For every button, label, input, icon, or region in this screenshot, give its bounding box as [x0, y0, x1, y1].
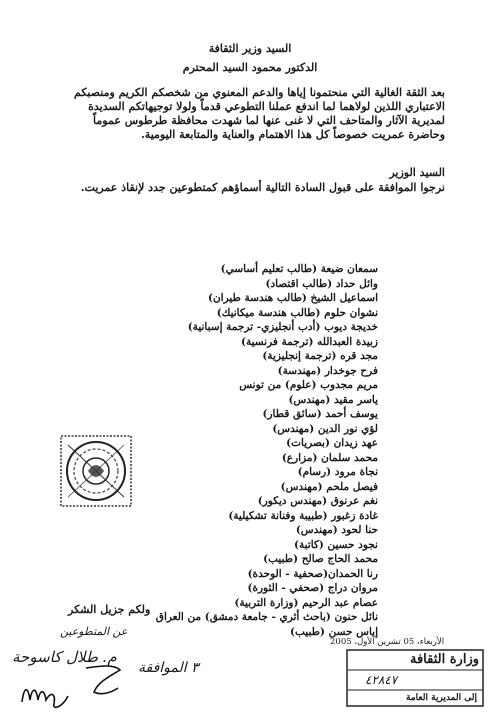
list-item: ياسر مقيد (مهندس): [288, 393, 378, 406]
list-item: فرح جوخدار (مهندسة): [277, 364, 378, 377]
list-item: فيصل ملحم (مهندس): [280, 480, 378, 493]
list-item: عصام عبد الرحيم (وزارة التربية): [234, 596, 378, 609]
registration-date: الأربعاء، 05 تشرين الأول، 2005: [330, 637, 445, 647]
stamp-destination: إلى المديرية العامة: [406, 693, 477, 703]
intro-line: بعد الثقة الغالية التي منحتمونا إياها والدعم المعنوي من شخصكم الكريم ومنصبكم: [74, 86, 445, 99]
list-item: محمد سلمان (مزارع): [281, 451, 378, 464]
list-item: عهد زيدان (بصريات): [286, 437, 378, 449]
list-item: نشوان حلوم (طالب هندسة ميكانيك): [216, 306, 378, 319]
list-item: يوسف أحمد (سائق قطار): [262, 408, 378, 420]
list-item: خديجة ديوب (أدب أنجليزي- ترجمة إسبانية): [187, 321, 378, 333]
list-item: نغم عرنوق (مهندس ديكور): [257, 495, 378, 507]
intro-paragraph: [45, 86, 445, 142]
list-item: غادة زغبور (طبيبة وفنانة تشكيلية): [228, 509, 378, 522]
list-item: إياس حسن (طبيب): [290, 625, 378, 638]
list-item: نجاة مرود (رسام): [297, 466, 378, 478]
list-item: وائل حداد (طالب اقتصاد): [265, 277, 378, 290]
list-item: نجود حسين (كاتبة): [294, 538, 378, 551]
list-item: زبيدة العبدالله (ترجمة فرنسية): [241, 335, 378, 348]
list-item: حنا لحود (مهندس): [295, 524, 378, 536]
volunteer-list: [138, 262, 378, 639]
list-item: سمعان ضيعة (طالب تعليم أساسي): [220, 263, 378, 275]
stamp-number: ٤٢٨٤٧: [365, 673, 398, 687]
registration-stamp: [345, 648, 485, 708]
list-item: مريم مجدوب (علوم) من تونس: [239, 379, 378, 391]
signer-handwriting: م. طلال كاسوحة: [12, 648, 117, 666]
official-seal-icon: [60, 435, 132, 507]
recipient-title: السيد وزير الثقافة: [208, 42, 292, 55]
salutation: السيد الوزير: [389, 166, 445, 179]
list-item: اسماعيل الشيخ (طالب هندسة طيران): [207, 292, 378, 304]
list-item: مجد قره (ترجمة إنجليزية): [262, 350, 378, 362]
on-behalf-handwriting: عن المتطوعين: [60, 625, 128, 638]
intro-line: وحاضرة عمريت خصوصاً كل هذا الاهتمام والعناية والمتابعة اليومية.: [140, 128, 445, 141]
closing-text: ولكم جزيل الشكر: [68, 603, 151, 616]
approval-handwriting: ٣ الموافقة: [138, 660, 199, 676]
request-text: نرجوا الموافقة على قبول السادة التالية أسماؤهم كمتطوعين جدد لإنقاذ عمريت.: [80, 181, 445, 194]
list-item: مروان دراج (صحفي - الثورة): [247, 582, 378, 594]
list-item: نائل حنون (باحث أثري - جامعة دمشق) من العراق: [155, 611, 378, 623]
approval-signature-icon: [80, 662, 130, 702]
recipient-name: الدكتور محمود السيد المحترم: [182, 61, 318, 74]
signature-scribble-icon: [18, 678, 78, 712]
list-item: رنا الحمدان(صحفية - الوحدة): [247, 567, 378, 580]
intro-line: لمديرية الآثار والمتاحف التي لا غنى عنها لما شهدت محافظة طرطوس عموماً: [93, 114, 445, 127]
list-item: محمد الحاج صالح (طبيب): [263, 553, 378, 565]
intro-line: الاعتباري اللذين لولاهما لما اندفع عملنا التطوعي قدماً ولولا توجيهاتكم السديدة: [88, 100, 445, 113]
stamp-ministry-title: وزارة الثقافة: [410, 652, 479, 667]
list-item: لؤي نور الدين (مهندس): [272, 422, 378, 435]
